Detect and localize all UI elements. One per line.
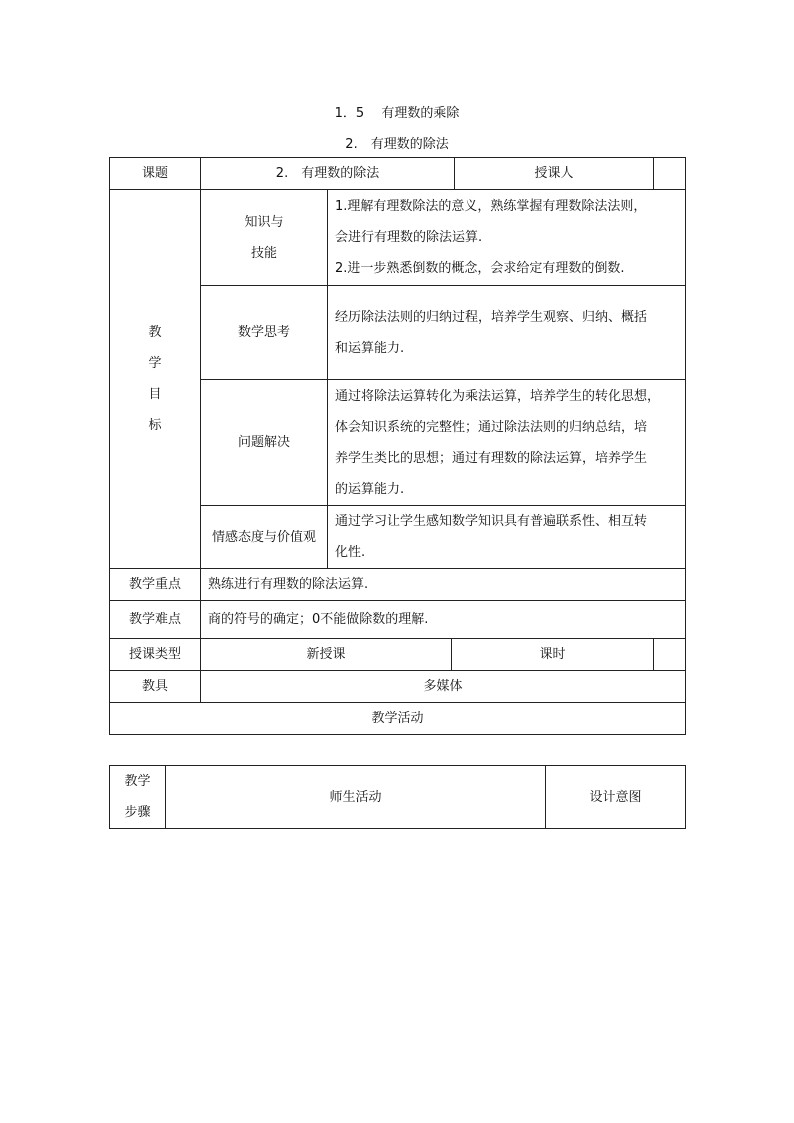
lesson-plan-table [109,157,686,735]
topic-label: 课题 [110,158,201,190]
goal-text-attitude: 通过学习让学生感知数学知识具有普遍联系性、相互转 化性. [328,506,686,569]
type-value: 新授课 [201,639,452,671]
type-label: 授课类型 [110,639,201,671]
tools-label: 教具 [110,671,201,703]
activity-label: 师生活动 [166,766,546,829]
hours-value [654,639,686,671]
goal-label-knowledge: 知识与 技能 [201,190,328,286]
goal-text-knowledge: 1.理解有理数除法的意义，熟练掌握有理数除法法则， 会进行有理数的除法运算. 2.进一步熟悉倒数的概念，会求给定有理数的倒数. [328,190,686,286]
goal-label-problem: 问题解决 [201,380,328,506]
topic-row [110,158,686,190]
type-row [110,639,686,671]
teacher-label: 授课人 [455,158,654,190]
goal-row-knowledge [110,190,686,286]
step-label: 教学 步骤 [110,766,166,829]
difficulty-value: 商的符号的确定；0不能做除数的理解. [201,601,686,639]
steps-table [109,765,686,829]
hours-label: 课时 [452,639,654,671]
topic-value: 2. 有理数的除法 [201,158,455,190]
tools-value: 多媒体 [201,671,686,703]
steps-header-row [110,766,686,829]
teacher-value [654,158,686,190]
intent-label: 设计意图 [546,766,686,829]
tools-row [110,671,686,703]
focus-label: 教学重点 [110,569,201,601]
goals-label: 教 学 目 标 [110,190,201,569]
chapter-title: 1．5 有理数的乘除 [334,106,460,121]
activities-row [110,703,686,735]
difficulty-label: 教学难点 [110,601,201,639]
goal-text-problem: 通过将除法运算转化为乘法运算，培养学生的转化思想， 体会知识系统的完整性；通过除法法则的归纳总结，培 养学生类比的思想；通过有理数的除法运算，培养学生 的运算能力. [328,380,686,506]
goal-label-thinking: 数学思考 [201,286,328,380]
focus-value: 熟练进行有理数的除法运算. [201,569,686,601]
lesson-title: 2. 有理数的除法 [345,137,449,152]
difficulty-row [110,601,686,639]
activities-label: 教学活动 [110,703,686,735]
goal-text-thinking: 经历除法法则的归纳过程，培养学生观察、归纳、概括 和运算能力. [328,286,686,380]
focus-row [110,569,686,601]
goal-label-attitude: 情感态度与价值观 [201,506,328,569]
